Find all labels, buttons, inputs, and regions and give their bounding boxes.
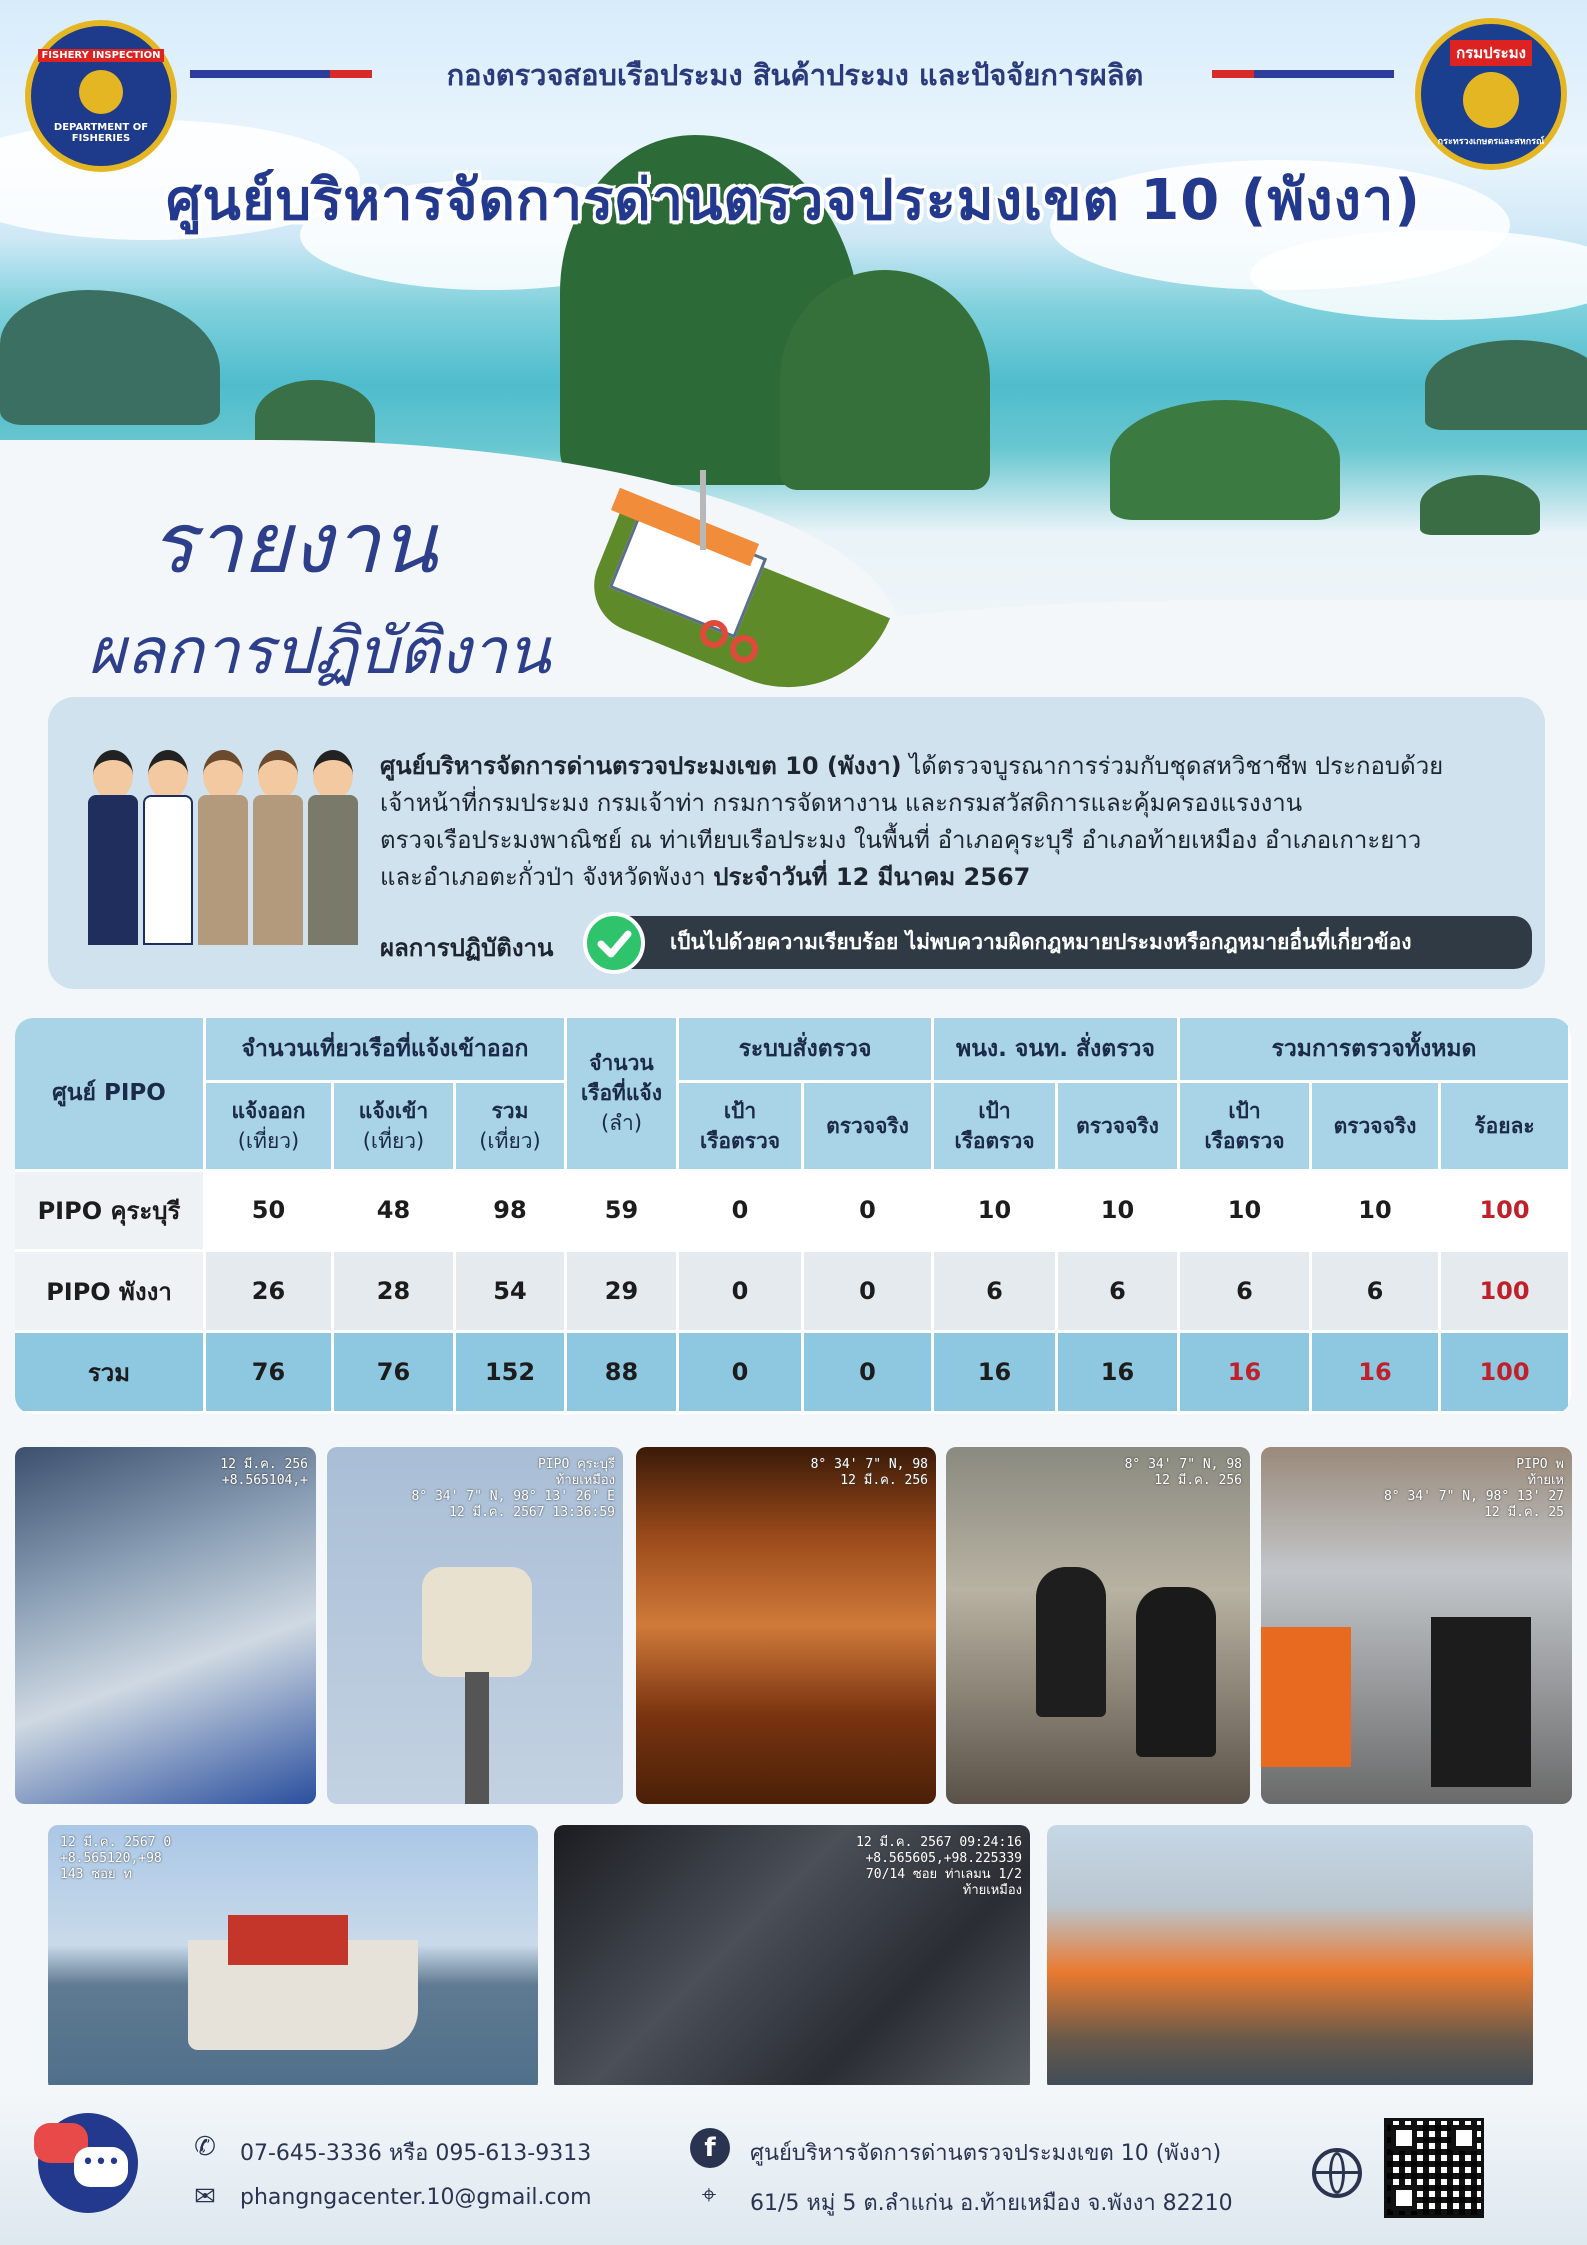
cell-total-actual: 16 (1312, 1333, 1441, 1414)
cell-percent: 100 (1441, 1172, 1571, 1253)
report-date: ประจำวันที่ 12 มีนาคม 2567 (713, 863, 1031, 891)
header-divider-left-accent (330, 70, 372, 78)
cell-officer-target: 10 (934, 1172, 1058, 1253)
subheader-total-actual: ตรวจจริง (1312, 1083, 1441, 1172)
photo-vessel-hull-marking (636, 1447, 936, 1804)
photo-timestamp: 8° 34' 7" N, 98 12 มี.ค. 256 (810, 1457, 928, 1488)
cell-out: 50 (206, 1172, 334, 1253)
header-divider-left (190, 70, 330, 78)
row-center-name: PIPO พังงา (15, 1252, 206, 1333)
cell-out: 26 (206, 1252, 334, 1333)
cell-system-target: 0 (679, 1252, 804, 1333)
target-line2: เรือตรวจ (954, 1128, 1035, 1153)
subheader-sum (456, 1083, 567, 1172)
result-text: เป็นไปด้วยความเรียบร้อย ไม่พบความผิดกฎหมายประมงหรือกฎหมายอื่นที่เกี่ยวข้อง (670, 930, 1412, 954)
cell-total-actual: 6 (1312, 1252, 1441, 1333)
subheader-sum-unit: (เที่ยว) (479, 1128, 541, 1153)
fishing-boat-illustration (580, 470, 900, 710)
phone-icon: ✆ (194, 2132, 216, 2162)
logo-right-top-text: กรมประมง (1450, 40, 1532, 66)
photo-crew-briefing (1261, 1447, 1572, 1804)
cell-percent: 100 (1441, 1333, 1571, 1414)
department-of-fisheries-logo (1415, 18, 1567, 170)
org-name: ศูนย์บริหารจัดการด่านตรวจประมงเขต 10 (พังงา) (380, 752, 902, 780)
cell-total-actual: 10 (1312, 1172, 1441, 1253)
result-pill (610, 916, 1532, 969)
col-header-trips: จำนวนเที่ยวเรือที่แจ้งเข้าออก (206, 1018, 567, 1083)
cell-officer-target: 6 (934, 1252, 1058, 1333)
table-row (15, 1172, 1571, 1253)
cell-officer-actual: 10 (1058, 1172, 1180, 1253)
cell-total-target: 6 (1180, 1252, 1312, 1333)
subheader-in (334, 1083, 456, 1172)
report-heading: รายงาน (150, 494, 438, 592)
header-divider-right-accent (1212, 70, 1254, 78)
photo-timestamp: 12 มี.ค. 256 +8.565104,+ (220, 1457, 308, 1488)
fishery-inspection-logo (25, 20, 177, 172)
facebook-page[interactable]: ศูนย์บริหารจัดการด่านตรวจประมงเขต 10 (พังงา) (750, 2141, 1222, 2166)
vessels-header-line1: จำนวน (589, 1051, 654, 1076)
subheader-officer-actual: ตรวจจริง (1058, 1083, 1180, 1172)
target-line1: เป้า (723, 1098, 757, 1123)
email-icon: ✉ (194, 2182, 216, 2212)
check-icon (583, 912, 645, 974)
karst-island (1425, 340, 1587, 430)
photo-vms-device (327, 1447, 623, 1804)
photo-crew-on-deck (1047, 1825, 1533, 2092)
karst-island (1110, 400, 1340, 520)
cell-system-actual: 0 (804, 1252, 934, 1333)
table-total-row (15, 1333, 1571, 1414)
globe-icon[interactable] (1312, 2148, 1362, 2198)
karst-island (0, 290, 220, 425)
officers-illustration (88, 750, 358, 955)
photo-timestamp: PIPO คุระบุรี ท้ายเหมือง 8° 34' 7" N, 98° 13' 26" E 12 มี.ค. 2567 13:36:59 (411, 1457, 615, 1520)
photo-timestamp: 8° 34' 7" N, 98 12 มี.ค. 256 (1124, 1457, 1242, 1488)
cell-sum: 98 (456, 1172, 567, 1253)
col-header-center: ศูนย์ PIPO (15, 1018, 206, 1172)
vessels-header-unit: (ลำ) (600, 1111, 643, 1136)
cell-sum: 54 (456, 1252, 567, 1333)
report-subheading: ผลการปฏิบัติงาน (88, 615, 551, 689)
vessels-header-line2: เรือที่แจ้ง (580, 1081, 662, 1106)
cell-total-target: 16 (1180, 1333, 1312, 1414)
subheader-system-actual: ตรวจจริง (804, 1083, 934, 1172)
page-title: ศูนย์บริหารจัดการด่านตรวจประมงเขต 10 (พังงา) (165, 168, 1421, 233)
subheader-sum-label: รวม (491, 1098, 529, 1123)
subheader-percent: ร้อยละ (1441, 1083, 1571, 1172)
result-label: ผลการปฏิบัติงาน (380, 934, 554, 962)
target-line1: เป้า (1228, 1098, 1261, 1123)
target-line1: เป้า (978, 1098, 1011, 1123)
photo-fishing-vessel (48, 1825, 538, 2092)
subheader-in-unit: (เที่ยว) (362, 1128, 425, 1153)
col-header-vessels (567, 1018, 679, 1172)
subheader-out-label: แจ้งออก (231, 1098, 306, 1123)
cell-officer-actual: 16 (1058, 1333, 1180, 1414)
cell-officer-target: 16 (934, 1333, 1058, 1414)
logo-right-bottom-text: กระทรวงเกษตรและสหกรณ์ (1437, 137, 1545, 147)
cell-system-actual: 0 (804, 1333, 934, 1414)
karst-island (1420, 475, 1540, 535)
info-line-3: ตรวจเรือประมงพาณิชย์ ณ ท่าเทียบเรือประมง ในพื้นที่ อำเภอคุระบุรี อำเภอท้ายเหมือง อำเภอเกาะยาว (380, 826, 1422, 854)
photo-timestamp: 12 มี.ค. 2567 09:24:16 +8.565605,+98.225339 70/14 ซอย ท่าเลมน 1/2 ท้ายเหมือง (856, 1835, 1022, 1898)
info-line-1: ได้ตรวจบูรณาการร่วมกับชุดสหวิชาชีพ ประกอบด้วย (901, 752, 1444, 780)
address: 61/5 หมู่ 5 ต.ลำแก่น อ.ท้ายเหมือง จ.พังงา 82210 (750, 2191, 1233, 2216)
info-line-4: และอำเภอตะกั่วป่า จังหวัดพังงา (380, 863, 714, 891)
logo-left-bottom-text: DEPARTMENT OF FISHERIES (53, 121, 149, 144)
cell-vessels: 29 (567, 1252, 679, 1333)
chat-icon[interactable]: ••• (38, 2113, 138, 2213)
logo-left-top-text: FISHERY INSPECTION (38, 49, 163, 62)
email-address[interactable]: phangngacenter.10@gmail.com (240, 2185, 592, 2210)
subheader-total-target (1180, 1083, 1312, 1172)
cell-total-target: 10 (1180, 1172, 1312, 1253)
subheader-system-target (679, 1083, 804, 1172)
subheader-out (206, 1083, 334, 1172)
facebook-icon: f (690, 2128, 730, 2168)
cell-officer-actual: 6 (1058, 1252, 1180, 1333)
header-divider-right (1254, 70, 1394, 78)
agency-name: กองตรวจสอบเรือประมง สินค้าประมง และปัจจัยการผลิต (446, 58, 1144, 92)
info-description (380, 748, 1510, 896)
karst-island (780, 270, 990, 490)
cell-vessels: 59 (567, 1172, 679, 1253)
cell-in: 48 (334, 1172, 456, 1253)
photo-timestamp: PIPO พ ท้ายเห 8° 34' 7" N, 98° 13' 27 12 มี.ค. 25 (1383, 1457, 1564, 1520)
col-header-total: รวมการตรวจทั้งหมด (1180, 1018, 1571, 1083)
cell-in: 76 (334, 1333, 456, 1414)
inspection-table (15, 1018, 1571, 1414)
table-row (15, 1252, 1571, 1333)
phone-number[interactable]: 07-645-3336 หรือ 095-613-9313 (240, 2141, 592, 2166)
location-pin-icon: ⌖ (701, 2179, 717, 2210)
cell-system-target: 0 (679, 1172, 804, 1253)
col-header-system: ระบบสั่งตรวจ (679, 1018, 934, 1083)
cell-vessels: 88 (567, 1333, 679, 1414)
subheader-in-label: แจ้งเข้า (358, 1098, 429, 1123)
subheader-officer-target (934, 1083, 1058, 1172)
cell-in: 28 (334, 1252, 456, 1333)
col-header-officer: พนง. จนท. สั่งตรวจ (934, 1018, 1180, 1083)
target-line2: เรือตรวจ (699, 1128, 781, 1153)
row-center-name: รวม (15, 1333, 206, 1414)
photo-fishing-nets (554, 1825, 1030, 2092)
info-line-2: เจ้าหน้าที่กรมประมง กรมเจ้าท่า กรมการจัดหางาน และกรมสวัสดิการและคุ้มครองแรงงาน (380, 789, 1303, 817)
subheader-out-unit: (เที่ยว) (237, 1128, 300, 1153)
cell-system-actual: 0 (804, 1172, 934, 1253)
photo-document-inspection (946, 1447, 1250, 1804)
cell-sum: 152 (456, 1333, 567, 1414)
cell-out: 76 (206, 1333, 334, 1414)
photo-timestamp: 12 มี.ค. 2567 0 +8.565120,+98 143 ซอย ท (60, 1835, 172, 1882)
cell-system-target: 0 (679, 1333, 804, 1414)
cell-percent: 100 (1441, 1252, 1571, 1333)
target-line2: เรือตรวจ (1204, 1128, 1285, 1153)
photo-fish-on-ice (15, 1447, 316, 1804)
qr-code[interactable] (1384, 2118, 1484, 2218)
row-center-name: PIPO คุระบุรี (15, 1172, 206, 1253)
